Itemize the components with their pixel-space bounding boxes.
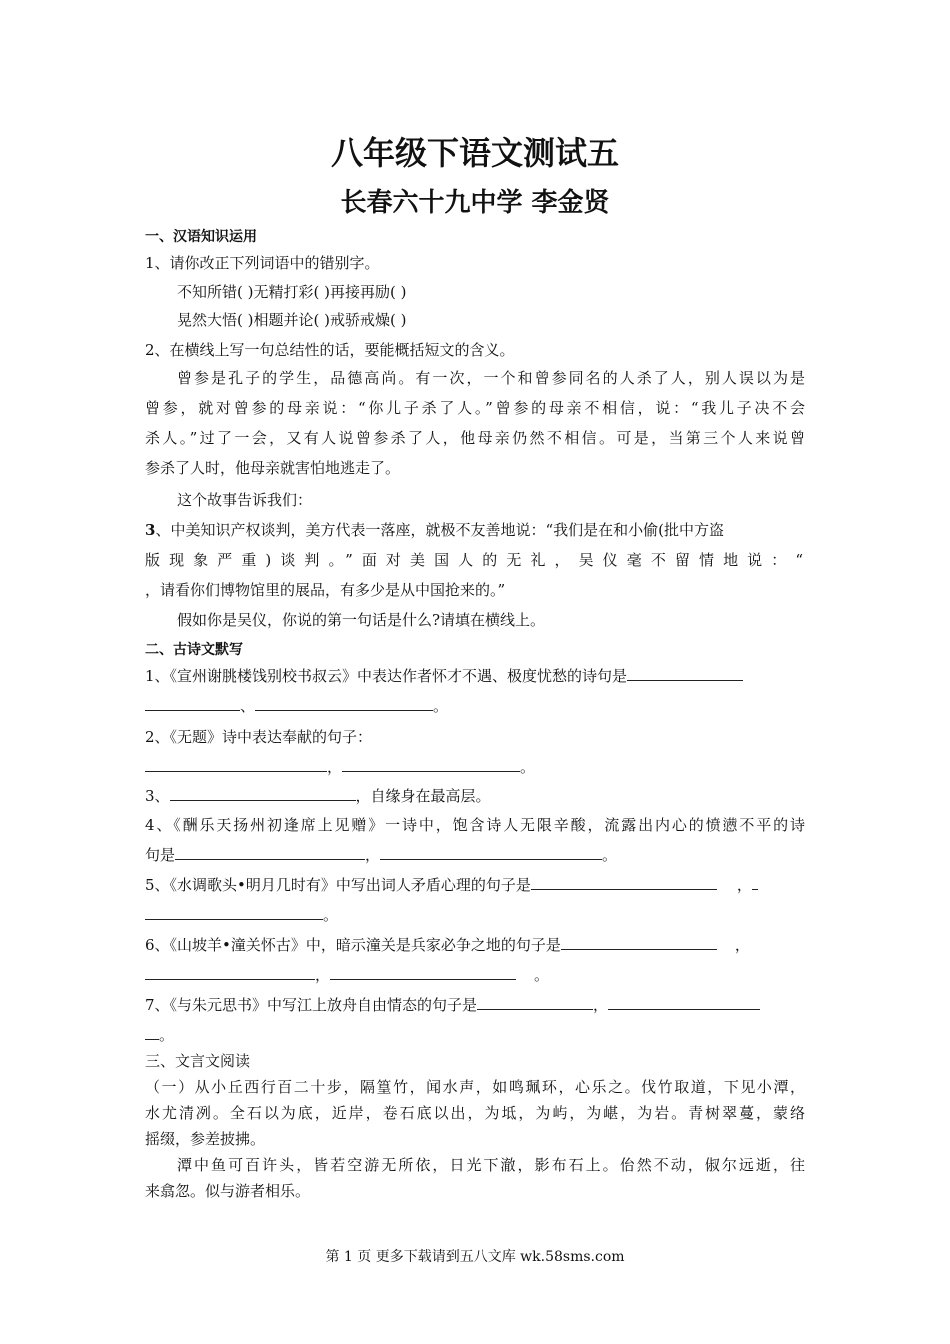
s2-q5-end: 。 [323,906,339,924]
answer-blank[interactable] [531,875,717,890]
s3-p1-line2: 水尤清冽。全石以为底，近岸，卷石底以出，为坻，为屿，为嵁，为岩。青树翠蔓，蒙络 [145,1104,805,1122]
s3-p1-line3: 摇缀，参差披拂。 [145,1130,266,1148]
s2-q7-line2 [145,1025,174,1045]
answer-blank[interactable] [608,995,760,1010]
s1-q2-p5: 这个故事告诉我们： [177,491,313,509]
answer-blank[interactable] [477,995,593,1010]
s1-q3-text1: 、中美知识产权谈判，美方代表一落座，就极不友善地说：“我们是在和小偷(批中方盗 [155,521,724,539]
s2-q3-text: ，自缘身在最高层。 [355,787,491,805]
section3-heading: 三、文言文阅读 [145,1052,251,1070]
s2-q7-end: 。 [159,1026,175,1044]
s2-q6-line2 [145,965,549,985]
s1-q2: 2、在横线上写一句总结性的话，要能概括短文的含义。 [145,341,515,359]
s2-q7-text: 7、《与朱元思书》中写江上放舟自由情态的句子是 [145,996,478,1014]
answer-blank[interactable] [145,905,323,920]
s3-p1-line1: （一）从小丘西行百二十步，隔篁竹，闻水声，如鸣珮环，心乐之。伐竹取道，下见小潭， [145,1078,805,1096]
s3-p2-line2: 来翕忽。似与游者相乐。 [145,1182,311,1200]
s2-q1-sep: 、 [240,697,256,715]
s2-q3-line [145,786,491,806]
page-subtitle: 长春六十九中学 李金贤 [340,188,610,218]
page-footer: 第 1 页 更多下载请到五八文库 wk.58sms.com [325,1249,625,1265]
s2-q7-line1 [145,995,760,1015]
answer-blank[interactable] [380,845,602,860]
answer-blank[interactable] [342,757,520,772]
s2-q6-sep2: ， [315,966,331,984]
s2-q2-end: 。 [520,758,536,776]
s1-q3-line4: 假如你是吴仪，你说的第一句话是什么?请填在横线上。 [177,611,546,629]
s1-q1-row2: 晃然大悟( )相题并论( )戒骄戒燥( ) [177,311,407,329]
s2-q5-sep: ， [736,876,752,894]
s2-q1-end: 。 [433,697,449,715]
answer-blank[interactable] [145,696,240,711]
s1-q1: 1、请你改正下列词语中的错别字。 [145,254,380,272]
answer-blank[interactable] [145,965,315,980]
s2-q5-line1 [145,875,758,895]
s1-q2-p1: 曾参是孔子的学生，品德高尚。有一次，一个和曾参同名的人杀了人，别人误以为是 [177,369,805,387]
s2-q4-sep: ， [365,846,381,864]
s1-q3-line3: ，请看你们博物馆里的展品，有多少是从中国抢来的。” [145,581,506,599]
s2-q1-line1 [145,666,743,686]
answer-blank[interactable] [330,965,516,980]
s1-q1-row1: 不知所错( )无精打彩( )再接再励( ) [177,283,407,301]
s1-q2-p3: 杀人。”过了一会，又有人说曾参杀了人，他母亲仍然不相信。可是，当第三个人来说曾 [145,429,805,447]
s2-q3-num: 3、 [145,787,170,805]
s2-q6-sep: ， [734,936,750,954]
s2-q1-text: 1、《宣州谢朓楼饯别校书叔云》中表达作者怀才不遇、极度忧愁的诗句是 [145,667,628,685]
s2-q5-line2 [145,905,338,925]
answer-blank[interactable] [561,935,717,950]
s1-q3-line1 [145,520,805,540]
s1-q3-line2: 版现象严重)谈判。”面对美国人的无礼，吴仪毫不留情地说：“ [145,551,805,569]
s2-q2-sep: ， [327,758,343,776]
section1-heading: 一、汉语知识运用 [145,229,257,245]
s2-q7-sep: ， [593,996,609,1014]
s2-q4-text: 句是 [145,846,176,864]
answer-blank[interactable] [145,1025,159,1040]
section2-heading: 二、古诗文默写 [145,642,243,658]
answer-blank[interactable] [627,666,743,681]
s2-q6-end: 。 [534,966,550,984]
s1-q3-number: 3 [145,521,156,539]
s2-q1-line2 [145,696,448,716]
answer-blank[interactable] [175,845,365,860]
s2-q2-line2 [145,757,535,777]
s1-q2-p4: 参杀了人时，他母亲就害怕地逃走了。 [145,459,401,477]
s2-q4-end: 。 [602,846,618,864]
answer-blank[interactable] [255,696,433,711]
s2-q6-line1 [145,935,750,955]
s2-q4-line1: 4、《酬乐天扬州初逢席上见赠》一诗中，饱含诗人无限辛酸，流露出内心的愤懑不平的诗 [145,816,805,834]
s2-q4-line2 [145,845,617,865]
s2-q2-line1: 2、《无题》诗中表达奉献的句子： [145,728,373,746]
answer-blank[interactable] [752,875,758,890]
answer-blank[interactable] [145,757,327,772]
s1-q2-p2: 曾参，就对曾参的母亲说：“你儿子杀了人。”曾参的母亲不相信，说：“我儿子决不会 [145,399,805,417]
s2-q6-text: 6、《山坡羊•潼关怀古》中，暗示潼关是兵家必争之地的句子是 [145,936,561,954]
s3-p2-line1: 潭中鱼可百许头，皆若空游无所依，日光下澈，影布石上。佁然不动，俶尔远逝，往 [177,1156,805,1174]
answer-blank[interactable] [170,786,356,801]
page-title: 八年级下语文测试五 [330,134,619,172]
s2-q5-text: 5、《水调歌头•明月几时有》中写出词人矛盾心理的句子是 [145,876,531,894]
